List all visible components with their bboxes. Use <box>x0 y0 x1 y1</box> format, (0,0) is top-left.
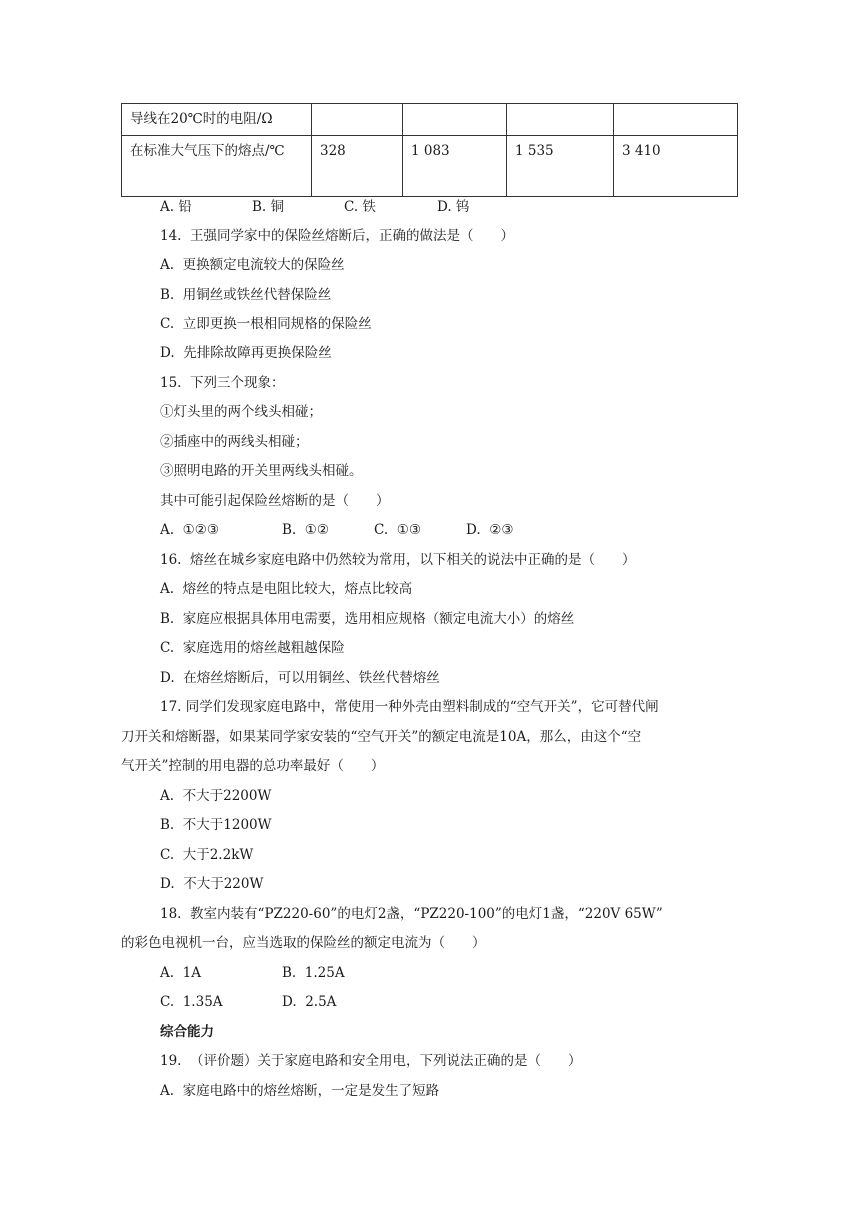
table-cell <box>312 104 403 136</box>
q15-question: 其中可能引起保险丝熔断的是（ ） <box>160 493 390 509</box>
q14-option-b[interactable]: B. 用铜丝或铁丝代替保险丝 <box>160 287 332 303</box>
q18-option-d[interactable]: D. 2.5A <box>282 994 337 1010</box>
q14-option-d[interactable]: D. 先排除故障再更换保险丝 <box>160 345 332 361</box>
table-cell: 3 410 <box>614 136 738 197</box>
q18-stem-line-2: 的彩色电视机一台，应当选取的保险丝的额定电流为（ ） <box>121 935 486 951</box>
q15-option-b[interactable]: B. ①② <box>282 522 329 538</box>
q14-option-c[interactable]: C. 立即更换一根相同规格的保险丝 <box>160 316 372 332</box>
table-row <box>122 104 738 136</box>
q15-item-2: ②插座中的两线头相碰； <box>160 434 309 450</box>
q13-option-c[interactable]: C. 铁 <box>344 199 376 215</box>
row-label: 导线在20℃时的电阻/Ω <box>122 104 312 136</box>
q16-option-a[interactable]: A. 熔丝的特点是电阻比较大，熔点比较高 <box>160 581 413 597</box>
q18-option-a[interactable]: A. 1A <box>160 965 201 981</box>
q15-option-a[interactable]: A. ①②③ <box>160 522 219 538</box>
q14-stem: 14. 王强同学家中的保险丝熔断后，正确的做法是（ ） <box>160 228 515 244</box>
q15-option-d[interactable]: D. ②③ <box>466 522 514 538</box>
q15-option-c[interactable]: C. ①③ <box>374 522 421 538</box>
table-row <box>122 136 738 197</box>
q17-stem-line-3: 气开关”控制的用电器的总功率最好（ ） <box>121 758 385 774</box>
table-cell <box>403 104 507 136</box>
q14-option-a[interactable]: A. 更换额定电流较大的保险丝 <box>160 257 345 273</box>
q18-option-c[interactable]: C. 1.35A <box>160 994 223 1010</box>
table-cell <box>614 104 738 136</box>
table-cell: 328 <box>312 136 403 197</box>
row-label: 在标准大气压下的熔点/℃ <box>122 136 312 197</box>
q16-option-c[interactable]: C. 家庭选用的熔丝越粗越保险 <box>160 640 345 656</box>
table-cell: 1 083 <box>403 136 507 197</box>
q16-option-b[interactable]: B. 家庭应根据具体用电需要，选用相应规格（额定电流大小）的熔丝 <box>160 611 575 627</box>
metal-properties-table <box>121 103 738 197</box>
q16-stem: 16. 熔丝在城乡家庭电路中仍然较为常用，以下相关的说法中正确的是（ ） <box>160 552 636 568</box>
q17-option-a[interactable]: A. 不大于2200W <box>160 788 272 804</box>
q13-option-a[interactable]: A. 铅 <box>160 199 192 215</box>
q17-option-c[interactable]: C. 大于2.2kW <box>160 847 254 863</box>
q17-option-b[interactable]: B. 不大于1200W <box>160 817 272 833</box>
q19-stem: 19. （评价题）关于家庭电路和安全用电，下列说法正确的是（ ） <box>160 1053 582 1069</box>
table-cell: 1 535 <box>507 136 614 197</box>
q15-item-3: ③照明电路的开关里两线头相碰。 <box>160 463 363 479</box>
q15-stem: 15. 下列三个现象： <box>160 375 285 391</box>
q16-option-d[interactable]: D. 在熔丝熔断后，可以用铜丝、铁丝代替熔丝 <box>160 670 440 686</box>
q13-option-d[interactable]: D. 钨 <box>437 199 470 215</box>
q17-option-d[interactable]: D. 不大于220W <box>160 876 264 892</box>
q17-stem-line-1: 17. 同学们发现家庭电路中，常使用一种外壳由塑料制成的“空气开关”，它可替代闸 <box>160 699 659 715</box>
q13-option-b[interactable]: B. 铜 <box>252 199 285 215</box>
q15-item-1: ①灯头里的两个线头相碰； <box>160 404 322 420</box>
q17-stem-line-2: 刀开关和熔断器，如果某同学家安装的“空气开关”的额定电流是10A，那么，由这个“空 <box>121 729 642 745</box>
q18-stem-line-1: 18. 教室内装有“PZ220-60”的电灯2盏，“PZ220-100”的电灯1盏，“220V 65W” <box>160 906 663 922</box>
q18-option-b[interactable]: B. 1.25A <box>282 965 345 981</box>
section-heading: 综合能力 <box>160 1024 214 1040</box>
table-cell <box>507 104 614 136</box>
q19-option-a[interactable]: A. 家庭电路中的熔丝熔断，一定是发生了短路 <box>160 1083 440 1099</box>
